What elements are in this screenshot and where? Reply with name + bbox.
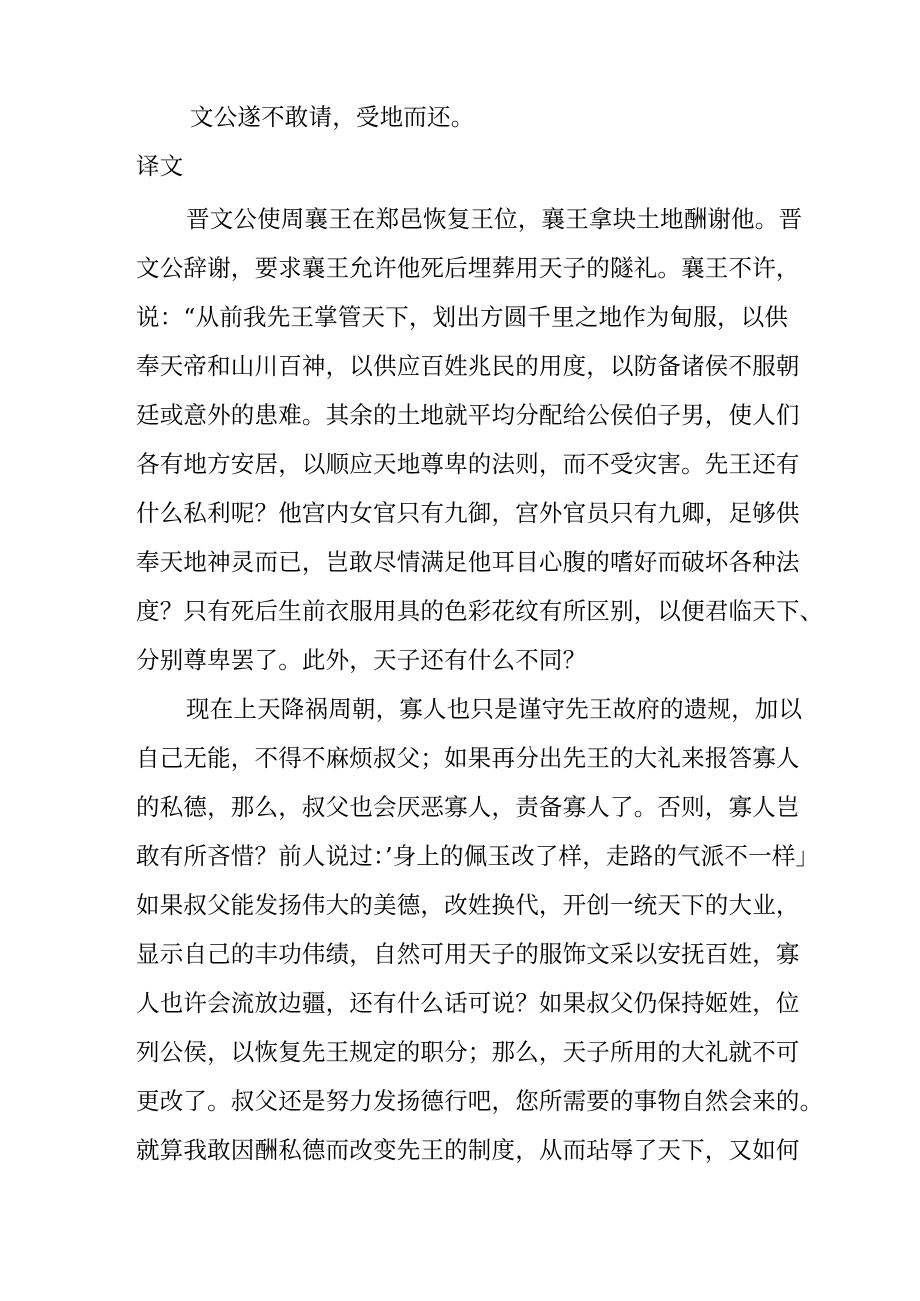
paragraph-line: 的私德，那么，叔父也会厌恶寡人，责备寡人了。否则，寡人岂 [136,793,800,821]
paragraph-line: 奉天地神灵而已，岂敢尽情满足他耳目心腹的嗜好而破坏各种法 [136,548,800,576]
paragraph-line: 说：“从前我先王掌管天下，划出方圆千里之地作为甸服，以供 [136,303,789,331]
paragraph-line: 分别尊卑罢了。此外，天子还有什么不同？ [136,646,587,674]
paragraph-line: 敢有所吝惜？前人说过：’身上的佩玉改了样，走路的气派不一样」 [136,842,820,870]
paragraph-line: 更改了。叔父还是努力发扬德行吧，您所需要的事物自然会来的。 [136,1087,824,1115]
paragraph-line: 自己无能，不得不麻烦叔父；如果再分出先王的大礼来报答寡人 [136,744,800,772]
paragraph-line: 什么私利呢？他宫内女官只有九御，宫外官员只有九卿，足够供 [136,499,800,527]
paragraph-line: 现在上天降祸周朝，寡人也只是谨守先王故府的遗规，加以 [186,695,803,723]
section-title: 译文 [136,152,184,180]
paragraph-line: 如果叔父能发扬伟大的美德，改姓换代，开创一统天下的大业， [136,891,800,919]
paragraph-line: 度？只有死后生前衣服用具的色彩花纹有所区别，以便君临天下、 [136,597,824,625]
paragraph-line: 文公辞谢，要求襄王允许他死后埋葬用天子的隧礼。襄王不许， [136,254,800,282]
paragraph-line: 人也许会流放边疆，还有什么话可说？如果叔父仍保持姬姓，位 [136,989,800,1017]
paragraph-line: 廷或意外的患难。其余的土地就平均分配给公侯伯子男，使人们 [136,401,800,429]
opening-line: 文公遂不敢请，受地而还。 [190,103,475,131]
paragraph-line: 就算我敢因酬私德而改变先王的制度，从而玷辱了天下，又如何 [136,1136,800,1164]
paragraph-line: 奉天帝和山川百神，以供应百姓兆民的用度，以防备诸侯不服朝 [136,352,800,380]
paragraph-line: 晋文公使周襄王在郑邑恢复王位，襄王拿块土地酬谢他。晋 [186,205,803,233]
paragraph-line: 各有地方安居，以顺应天地尊卑的法则，而不受灾害。先王还有 [136,450,800,478]
paragraph-line: 显示自己的丰功伟绩，自然可用天子的服饰文采以安抚百姓，寡 [136,940,800,968]
paragraph-line: 列公侯，以恢复先王规定的职分；那么，天子所用的大礼就不可 [136,1038,800,1066]
